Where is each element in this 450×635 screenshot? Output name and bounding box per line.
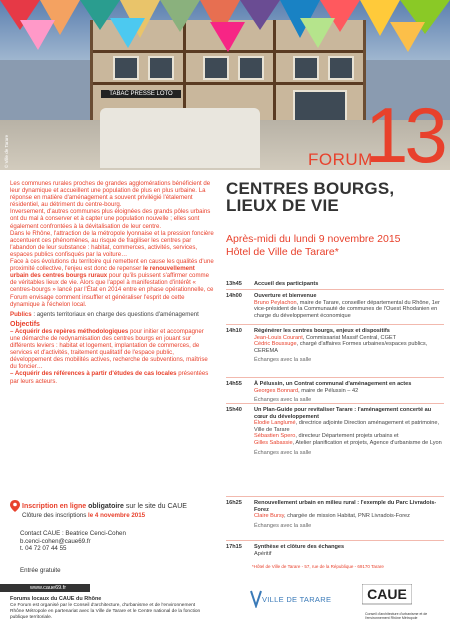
speaker-line	[254, 433, 444, 440]
contact-email[interactable]: b.cenci-cohen@caue69.fr	[20, 537, 91, 545]
forum-label: FORUM	[308, 150, 373, 169]
fountain	[100, 108, 260, 168]
program-content	[254, 500, 444, 529]
intro-paragraph-1: Les communes rurales proches de grandes agglomérations bénéficient de leur dynamique et accueillent une population de plus en plus urbaine. La réponse en matière d'aménagement a souvent privilégié l'étalement résidentiel, au détriment du centre-bourg.	[10, 180, 211, 209]
program-time: 14h00	[226, 293, 242, 299]
intro-paragraph-2: Inversement, d'autres communes plus éloignées des grands pôles urbains ont du mal à conserver et à capter une population nouvelle ; elles sont également confrontées à la dévitalisation de leur centre.	[10, 208, 211, 230]
speaker-name: Sébastien Spero	[254, 433, 296, 440]
speaker-role: , Commissariat Massif Central, CGET	[302, 334, 397, 341]
program-content	[254, 544, 444, 557]
program-time: 13h45	[226, 281, 242, 287]
program-divider	[226, 324, 444, 325]
speaker-role: , directrice adjointe Direction aménagement et patrimoine, Ville de Tarare	[254, 420, 440, 433]
speaker-line	[254, 513, 444, 520]
program-title: Synthèse et clôture des échanges	[254, 544, 345, 550]
inscription-block	[22, 502, 227, 520]
speaker-name: Georges Bonnard	[254, 387, 299, 394]
forum-number: 13	[365, 91, 444, 179]
intro-paragraph-4: Face à ces évolutions du territoire qui remettent en cause les qualités d'une proximité collective, l'enjeu est donc de repenser le renouvellement urbain des centres bourgs ruraux pour qu'ils puissent s'affirmer comme de véritables lieux de vie. Alors que l'appel à manifestation d'intérêt « centres-bourgs » lancé par l'État en 2014 entre en phase opérationnelle, ce Forum envisage comment insuffler et généraliser l'esprit de cette dynamique à l'échelon local.	[10, 258, 214, 308]
publics: Publics : agents territoriaux en charge des questions d'aménagement	[10, 310, 199, 318]
objective-1: – Acquérir des repères méthodologiques pour initier et accompagner une démarche de redynamisation des centres bourgs en jouant sur différents leviers : habitat et logement, implantation de commerces, de services et d'activités, traitement qualitatif de l'espace public, développement des mobilités actives, recherche de subventions, maîtrise du foncier…	[10, 327, 208, 371]
speaker-role: , Atelier planification et projets, Agence d'urbanisme de Lyon	[292, 439, 442, 446]
event-place: Hôtel de Ville de Tarare*	[226, 246, 339, 258]
speaker-name: Bruno Peylachon	[254, 299, 297, 306]
footer-description: Ce Forum est organisé par le Conseil d'architecture, d'urbanisme et de l'environnement Rhône Métropole en partenariat avec la Ville de Tarare et le Centre national de la fonction publique territoriale.	[10, 603, 201, 620]
address-note: *Hôtel de Ville de Tarare - 57, rue de la République - 69170 Tarare	[252, 564, 384, 569]
speaker-line	[254, 300, 444, 320]
title-line-2: LIEUX DE VIE	[226, 196, 339, 215]
exchange-note: Échanges avec la salle	[254, 357, 312, 364]
footer-text	[10, 596, 210, 621]
title-line-1: CENTRES BOURGS,	[226, 179, 395, 198]
program-time: 17h15	[226, 544, 242, 550]
contact-block	[20, 530, 126, 553]
program-content	[254, 328, 444, 364]
program-content	[254, 293, 444, 319]
objectifs-title: Objectifs	[10, 320, 40, 328]
speaker-line	[254, 420, 444, 433]
intro-text	[10, 180, 215, 385]
program-time: 16h25	[226, 500, 242, 506]
speaker-role: , chargée de mission Habitat, PNR Livradois-Forez	[284, 513, 410, 520]
bunting-flags	[0, 0, 450, 70]
caue-logo	[362, 584, 412, 612]
caue-subtitle: Conseil d'architecture d'urbanisme et de l'environnement Rhône Métropole	[365, 612, 428, 620]
program-content	[254, 281, 444, 288]
inscription-line: Inscription en ligne obligatoire sur le site du CAUE	[22, 503, 187, 510]
program-divider	[226, 403, 444, 404]
contact-phone: t. 04 72 07 44 55	[20, 545, 67, 552]
exchange-note: Échanges avec la salle	[254, 522, 312, 529]
speaker-line	[254, 335, 444, 342]
contact-name: Contact CAUE : Beatrice Cenci-Cohen	[20, 530, 126, 537]
program-title: Renouvellement urbain en milieu rural : l'exemple du Parc Livradois-Forez	[254, 500, 437, 513]
exchange-note: Échanges avec la salle	[254, 449, 312, 456]
speaker-name: Cédric Boussuge	[254, 341, 297, 348]
program-title: À Pélussin, un Contrat communal d'aménagement en actes	[254, 381, 412, 387]
page-title	[226, 180, 441, 214]
shop-sign: TABAC PRESSE LOTO	[101, 90, 181, 98]
speaker-role: , directeur Département projets urbains et	[295, 433, 399, 440]
speaker-line	[254, 551, 444, 558]
program-divider	[226, 540, 444, 541]
speaker-line	[254, 440, 444, 447]
objective-2: – Acquérir des références à partir d'études de cas locales présentées par leurs acteurs.	[10, 370, 209, 385]
program-content	[254, 407, 444, 456]
caue-logo-text: CAUE	[367, 586, 407, 602]
program-time: 14h55	[226, 381, 242, 387]
program-divider	[226, 289, 444, 290]
program-title: Ouverture et bienvenue	[254, 293, 317, 299]
program-content	[254, 381, 444, 404]
ville-de-tarare-logo: VILLE DE TARARE	[262, 595, 332, 604]
program-title: Régénérer les centres bourgs, enjeux et dispositifs	[254, 328, 390, 334]
program-time: 14h10	[226, 328, 242, 334]
program-time: 15h40	[226, 407, 242, 413]
speaker-name: Élodie Langlumé	[254, 420, 296, 427]
event-date: Après-midi du lundi 9 novembre 2015	[226, 233, 401, 245]
program-divider	[226, 496, 444, 497]
speaker-line	[254, 388, 444, 395]
event-date-place	[226, 233, 441, 259]
intro-paragraph-3: Dans le Rhône, l'attraction de la métropole lyonnaise et la pression foncière accentuent ces phénomènes, au risque de fragiliser les centres par l'abandon de leur substance : habitat, commerces, activités, services, espaces publics confisqués par la voiture…	[10, 229, 214, 258]
speaker-name: Claire Bursy	[254, 513, 285, 520]
speaker-role: , maire de Pélussin – 42	[298, 387, 359, 394]
footer-title: Forums locaux du CAUE du Rhône	[10, 596, 102, 602]
exchange-note: Échanges avec la salle	[254, 397, 312, 404]
speaker-role: , chargé d'affaires Formes urbaines/espaces publics, CEREMA	[254, 341, 428, 354]
program-title: Un Plan-Guide pour revitaliser Tarare : l'aménagement concerté au cœur du développement	[254, 407, 432, 420]
website-link[interactable]: www.caue69.fr	[0, 584, 90, 592]
speaker-name: Gilles Sabassie	[254, 439, 293, 446]
program-divider	[226, 377, 444, 378]
free-entry: Entrée gratuite	[20, 567, 61, 574]
photo-credit: © Ville de Tarare	[4, 134, 9, 168]
closing-date: Clôture des inscriptions le 4 novembre 2015	[22, 512, 146, 519]
ville-de-tarare-logo-icon	[250, 590, 262, 608]
speaker-role: , maire de Tarare, conseiller départemental du Rhône, 1er vice-président de la Communauté de communes de l'Ouest Rhodanien en charge du développement économique	[254, 299, 440, 319]
speaker-name: Jean-Louis Courant	[254, 334, 303, 341]
program-title: Accueil des participants	[254, 281, 319, 287]
location-pin-icon	[10, 500, 20, 512]
speaker-role: Apéritif	[254, 550, 272, 557]
speaker-line	[254, 341, 444, 354]
